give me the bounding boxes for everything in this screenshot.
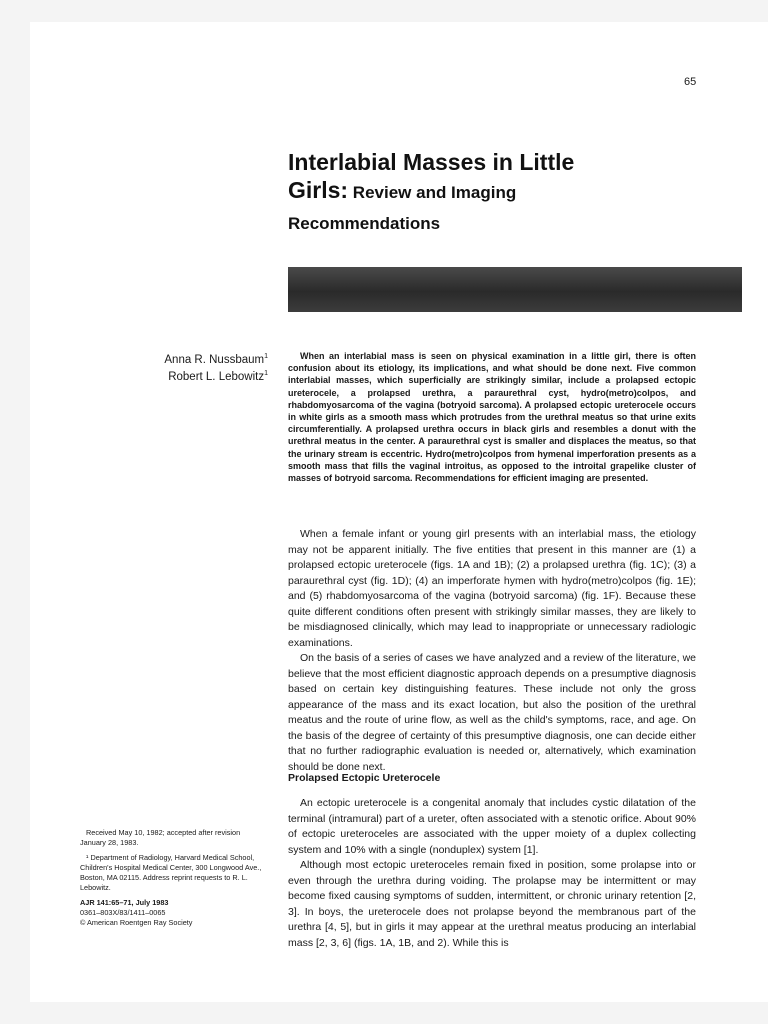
title-line-1: Interlabial Masses in Little bbox=[288, 149, 575, 175]
paragraph: Although most ectopic ureteroceles remain fixed in position, some prolapse into or even through the urethra during voiding. The prolapse may be intermittent or may become fixed causing symptoms of sudden, intermittent, or chronic urinary retention [2, 3]. In boys, the ureterocele does not prolapse beyond the membranous part of the urethra [4, 5], but in girls it may appear at the urethral meatus producing an interlabial mass [2, 3, 6] (figs. 1A, 1B, and 2). While this is bbox=[288, 859, 696, 949]
paragraph: When a female infant or young girl presents with an interlabial mass, the etiology may not be apparent initially. The five entities that present in this manner are (1) a prolapsed ectopic ureterocele (figs. 1A and 1B); (2) a prolapsed urethra (fig. 1C); (3) a paraurethral cyst (fig. 1D); (4) an imperforate hymen with hydro(metro)colpos (fig. 1E); and (5) rhabdomyosarcoma of the vagina (botryoid sarcoma) (fig. 1F). Because these quite different conditions often present with strikingly similar masses, they are likely to be misdiagnosed clinically, which may lead to inappropriate or unnecessary radiologic examinations. bbox=[288, 528, 696, 649]
section-heading: Prolapsed Ectopic Ureterocele bbox=[288, 772, 441, 784]
title-line-2-main: Girls: bbox=[288, 177, 349, 203]
title-banner bbox=[288, 267, 742, 312]
introduction bbox=[288, 527, 696, 775]
paragraph: An ectopic ureterocele is a congenital anomaly that includes cystic dilatation of the terminal (intramural) part of a ureter, often associated with a stenotic orifice. About 90% of ectopic ureteroceles are associated with the upper moiety of a duplex collecting system and 10% with a single (nonduplex) system [1]. bbox=[288, 797, 696, 856]
author: Robert L. Lebowitz$^1$ bbox=[168, 369, 268, 383]
journal-citation: AJR 141:65–71, July 1983 bbox=[80, 898, 169, 907]
copyright: © American Roentgen Ray Society bbox=[80, 918, 193, 927]
author: Anna R. Nussbaum$^1$ bbox=[164, 353, 268, 366]
received-note: Received May 10, 1982; accepted after revision January 28, 1983. bbox=[80, 828, 241, 847]
issn: 0361–803X/83/1411–0065 bbox=[80, 908, 166, 917]
title-line-3: Recommendations bbox=[288, 214, 441, 233]
author-list bbox=[100, 350, 268, 384]
title-line-2-sub: Review and Imaging bbox=[348, 183, 517, 202]
title-line-2 bbox=[288, 176, 748, 207]
article-title bbox=[288, 148, 748, 237]
paragraph: On the basis of a series of cases we have analyzed and a review of the literature, we believe that the most efficient diagnostic approach depends on a presumptive diagnosis based on certain key distinguishing features. These include not only the gross appearance of the mass and its exact location, but also the position of the urethral meatus and the route of urine flow, as well as the child's symptoms, race, and age. On the basis of the degree of certainty of this presumptive diagnosis, one can decide either that no further radiographic evaluation is needed or, alternatively, which examination should be done next. bbox=[288, 652, 696, 773]
section-body bbox=[288, 796, 696, 951]
footnotes bbox=[80, 828, 268, 928]
affiliation-note: ¹ Department of Radiology, Harvard Medical School, Children's Hospital Medical Center, 300 Longwood Ave., Boston, MA 02115. Address reprint requests to R. L. Lebowitz. bbox=[80, 853, 262, 892]
abstract: When an interlabial mass is seen on physical examination in a little girl, there is often confusion about its etiology, its implications, and what should be done next. Five common interlabial masses, which superficially are strikingly similar, include a prolapsed ectopic ureterocele, a prolapsed urethra, a paraurethral cyst, hydro(metro)colpos, and rhabdomyosarcoma of the vagina (botryoid sarcoma). A prolapsed ectopic ureterocele occurs in white girls as a smooth mass which protrudes from the urethral meatus so that urine exits circumferentially. A prolapsed urethra occurs in black girls and resembles a donut with the urethral meatus in the center. A paraurethral cyst is smaller and displaces the meatus, so that the urinary stream is eccentric. Hydro(metro)colpos from hymenal imperforation presents as a smooth mass that fills the vaginal introitus, as opposed to the introital grapelike cluster of masses of botryoid sarcoma. Recommendations for efficient imaging are presented. bbox=[288, 351, 696, 484]
page-number: 65 bbox=[684, 76, 697, 88]
